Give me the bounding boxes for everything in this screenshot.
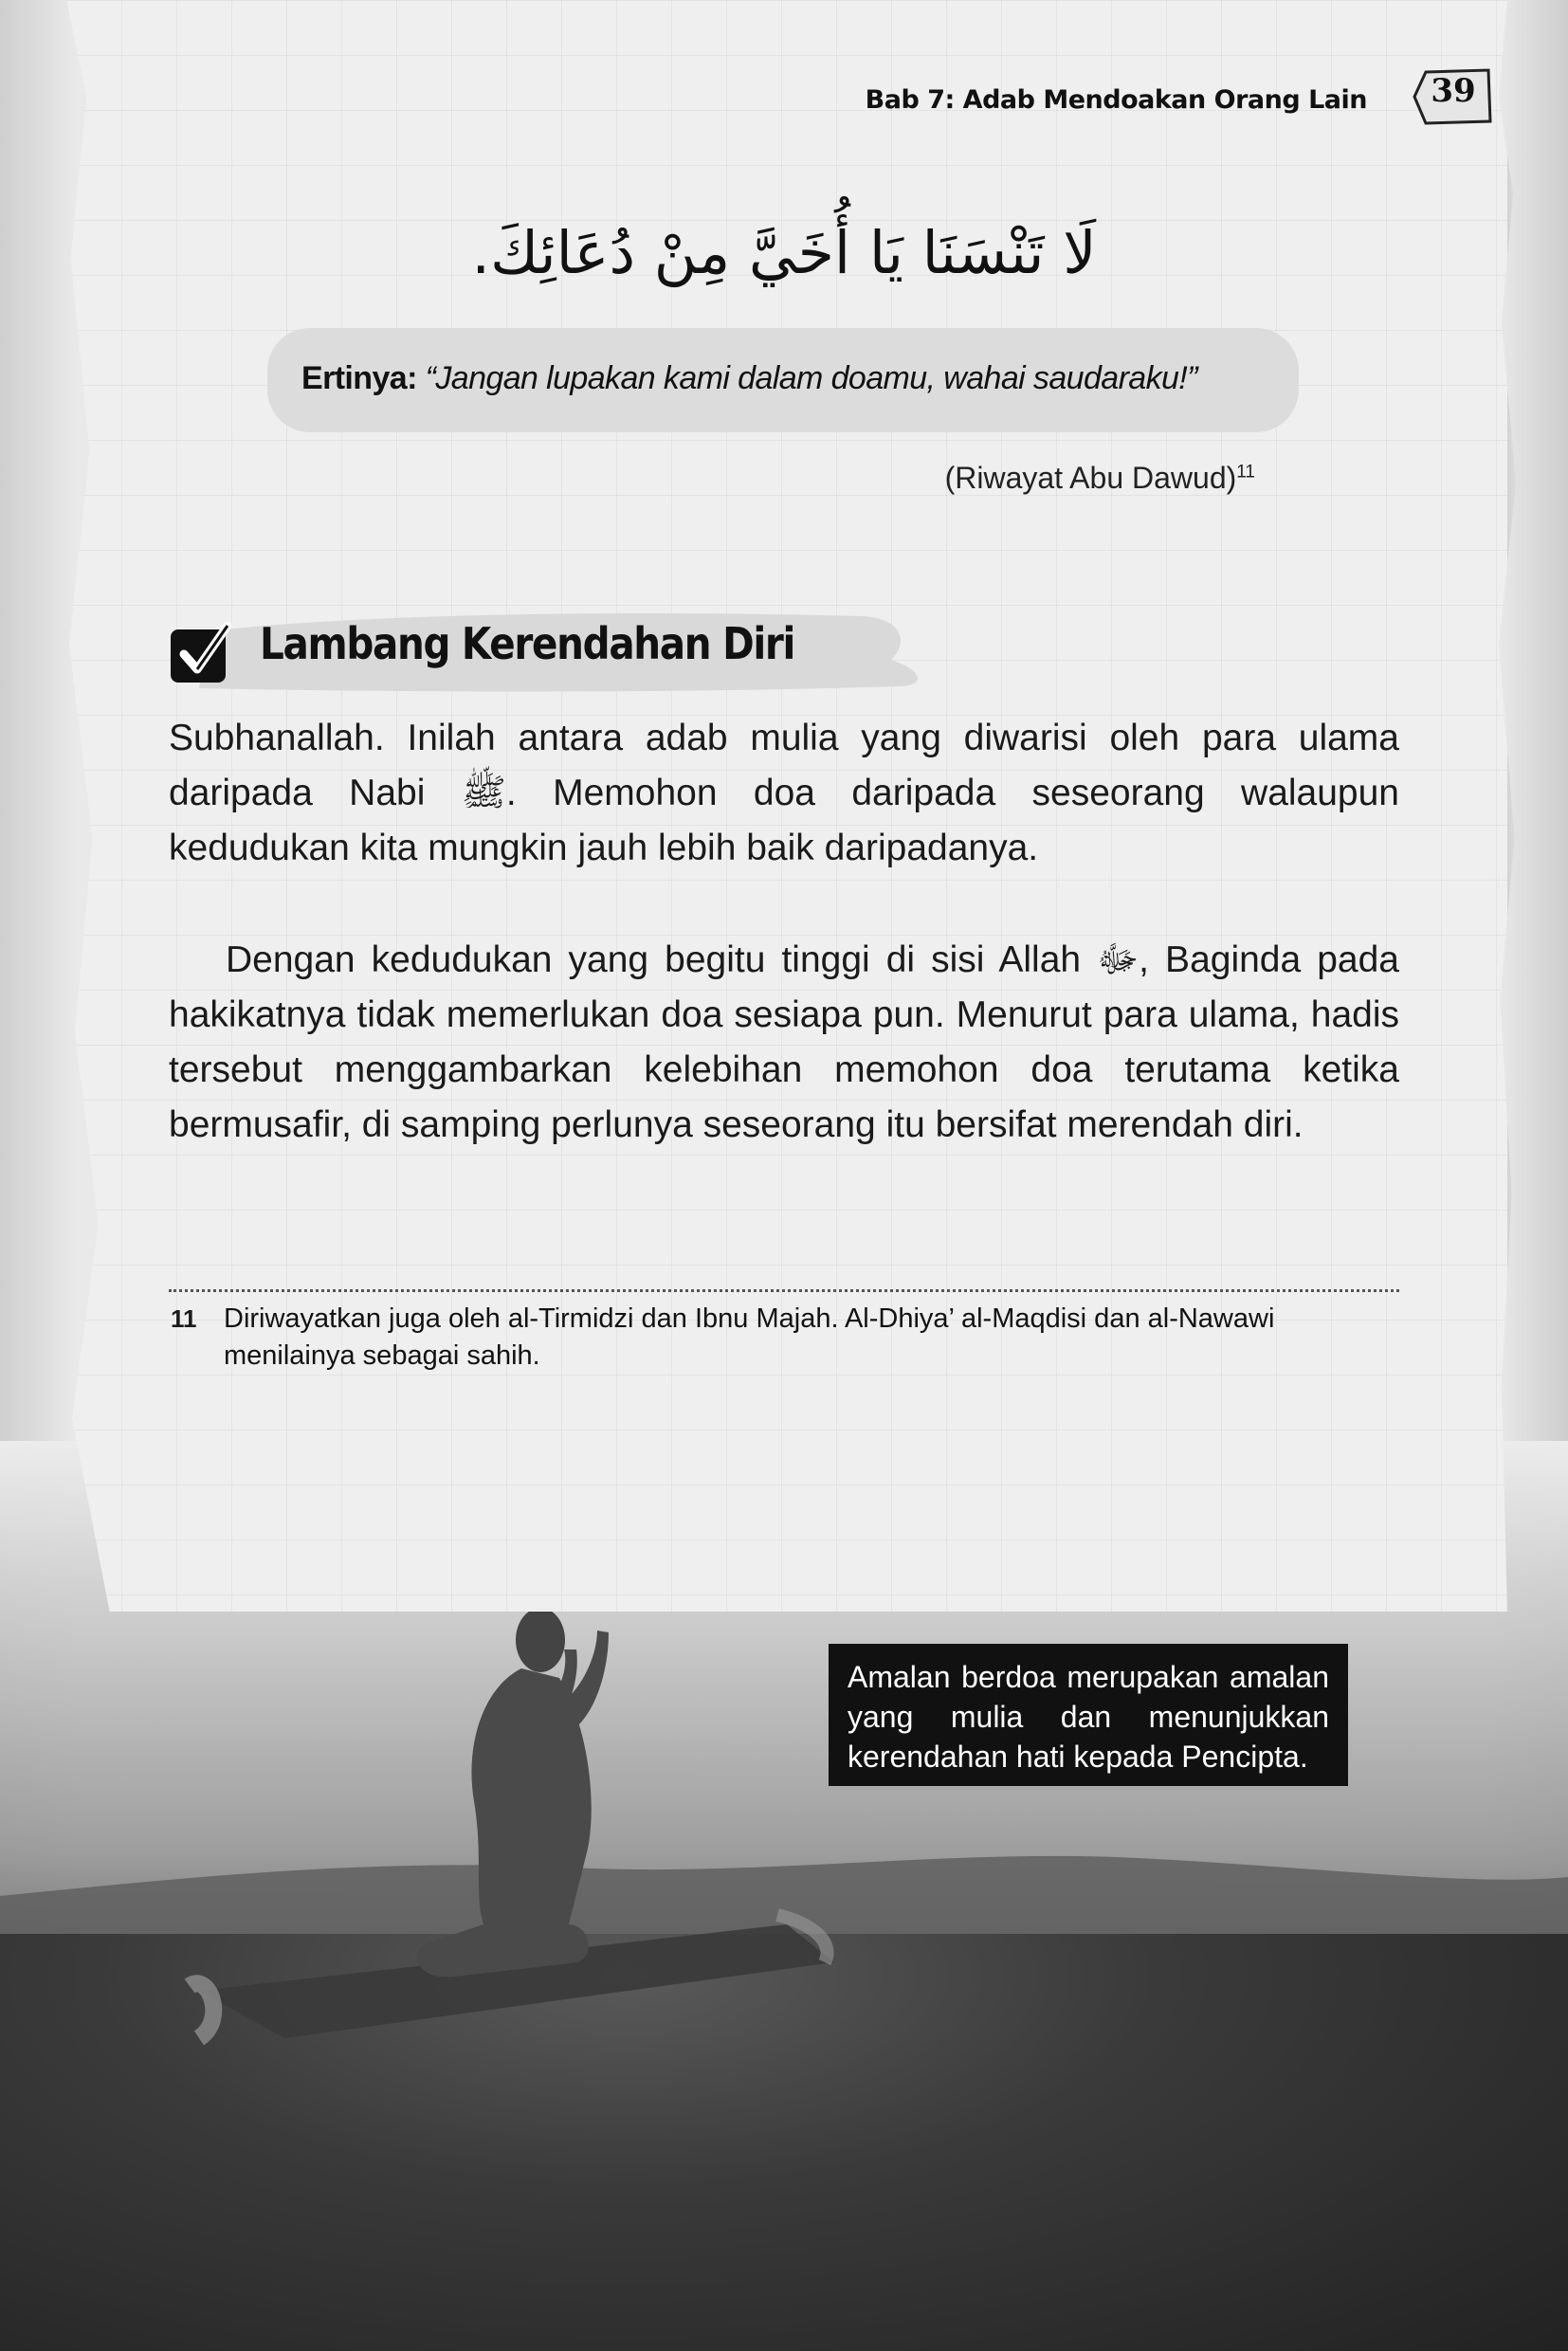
section-heading: Lambang Kerendahan Diri xyxy=(260,618,795,669)
page-number: 39 xyxy=(1431,72,1476,110)
paragraph-2: Dengan kedudukan yang begitu tinggi di sisi Allah ﷻ, Baginda pada hakikatnya tidak memerlukan doa sesiapa pun. Menurut para ulama, hadis tersebut menggambarkan kelebihan memohon doa terutama ketika bermusafir, di samping perlunya seseorang itu bersifat merendah diri. xyxy=(169,939,1399,1145)
translation-label: Ertinya: xyxy=(301,360,417,396)
footnote-divider xyxy=(169,1289,1399,1292)
narrator-text: (Riwayat Abu Dawud) xyxy=(944,461,1237,495)
translation-text: “Jangan lupakan kami dalam doamu, wahai saudaraku!” xyxy=(425,360,1197,396)
translation xyxy=(301,360,1197,397)
paragraph-1: Subhanallah. Inilah antara adab mulia yang diwarisi oleh para ulama daripada Nabi ﷺ. Memohon doa daripada seseorang walaupun kedudukan kita mungkin jauh lebih baik daripadanya. xyxy=(169,718,1399,868)
footnote-ref: 11 xyxy=(1236,462,1255,483)
praying-person-image xyxy=(171,1612,872,2086)
photo-caption: Amalan berdoa merupakan amalan yang mulia dan menunjukkan kerendahan hati kepada Pencipta. xyxy=(829,1644,1348,1786)
checkbox-icon xyxy=(169,620,237,688)
footnote-number: 11 xyxy=(171,1304,197,1333)
arabic-hadith: لَا تَنْسَنَا يَا أُخَيَّ مِنْ دُعَائِكَ. xyxy=(471,218,1097,287)
chapter-title: Bab 7: Adab Mendoakan Orang Lain xyxy=(865,85,1367,115)
footnote-text: Diriwayatkan juga oleh al-Tirmidzi dan Ibnu Majah. Al-Dhiya’ al-Maqdisi dan al-Nawawi menilainya sebagai sahih. xyxy=(224,1303,1275,1371)
narrator xyxy=(945,461,1255,496)
